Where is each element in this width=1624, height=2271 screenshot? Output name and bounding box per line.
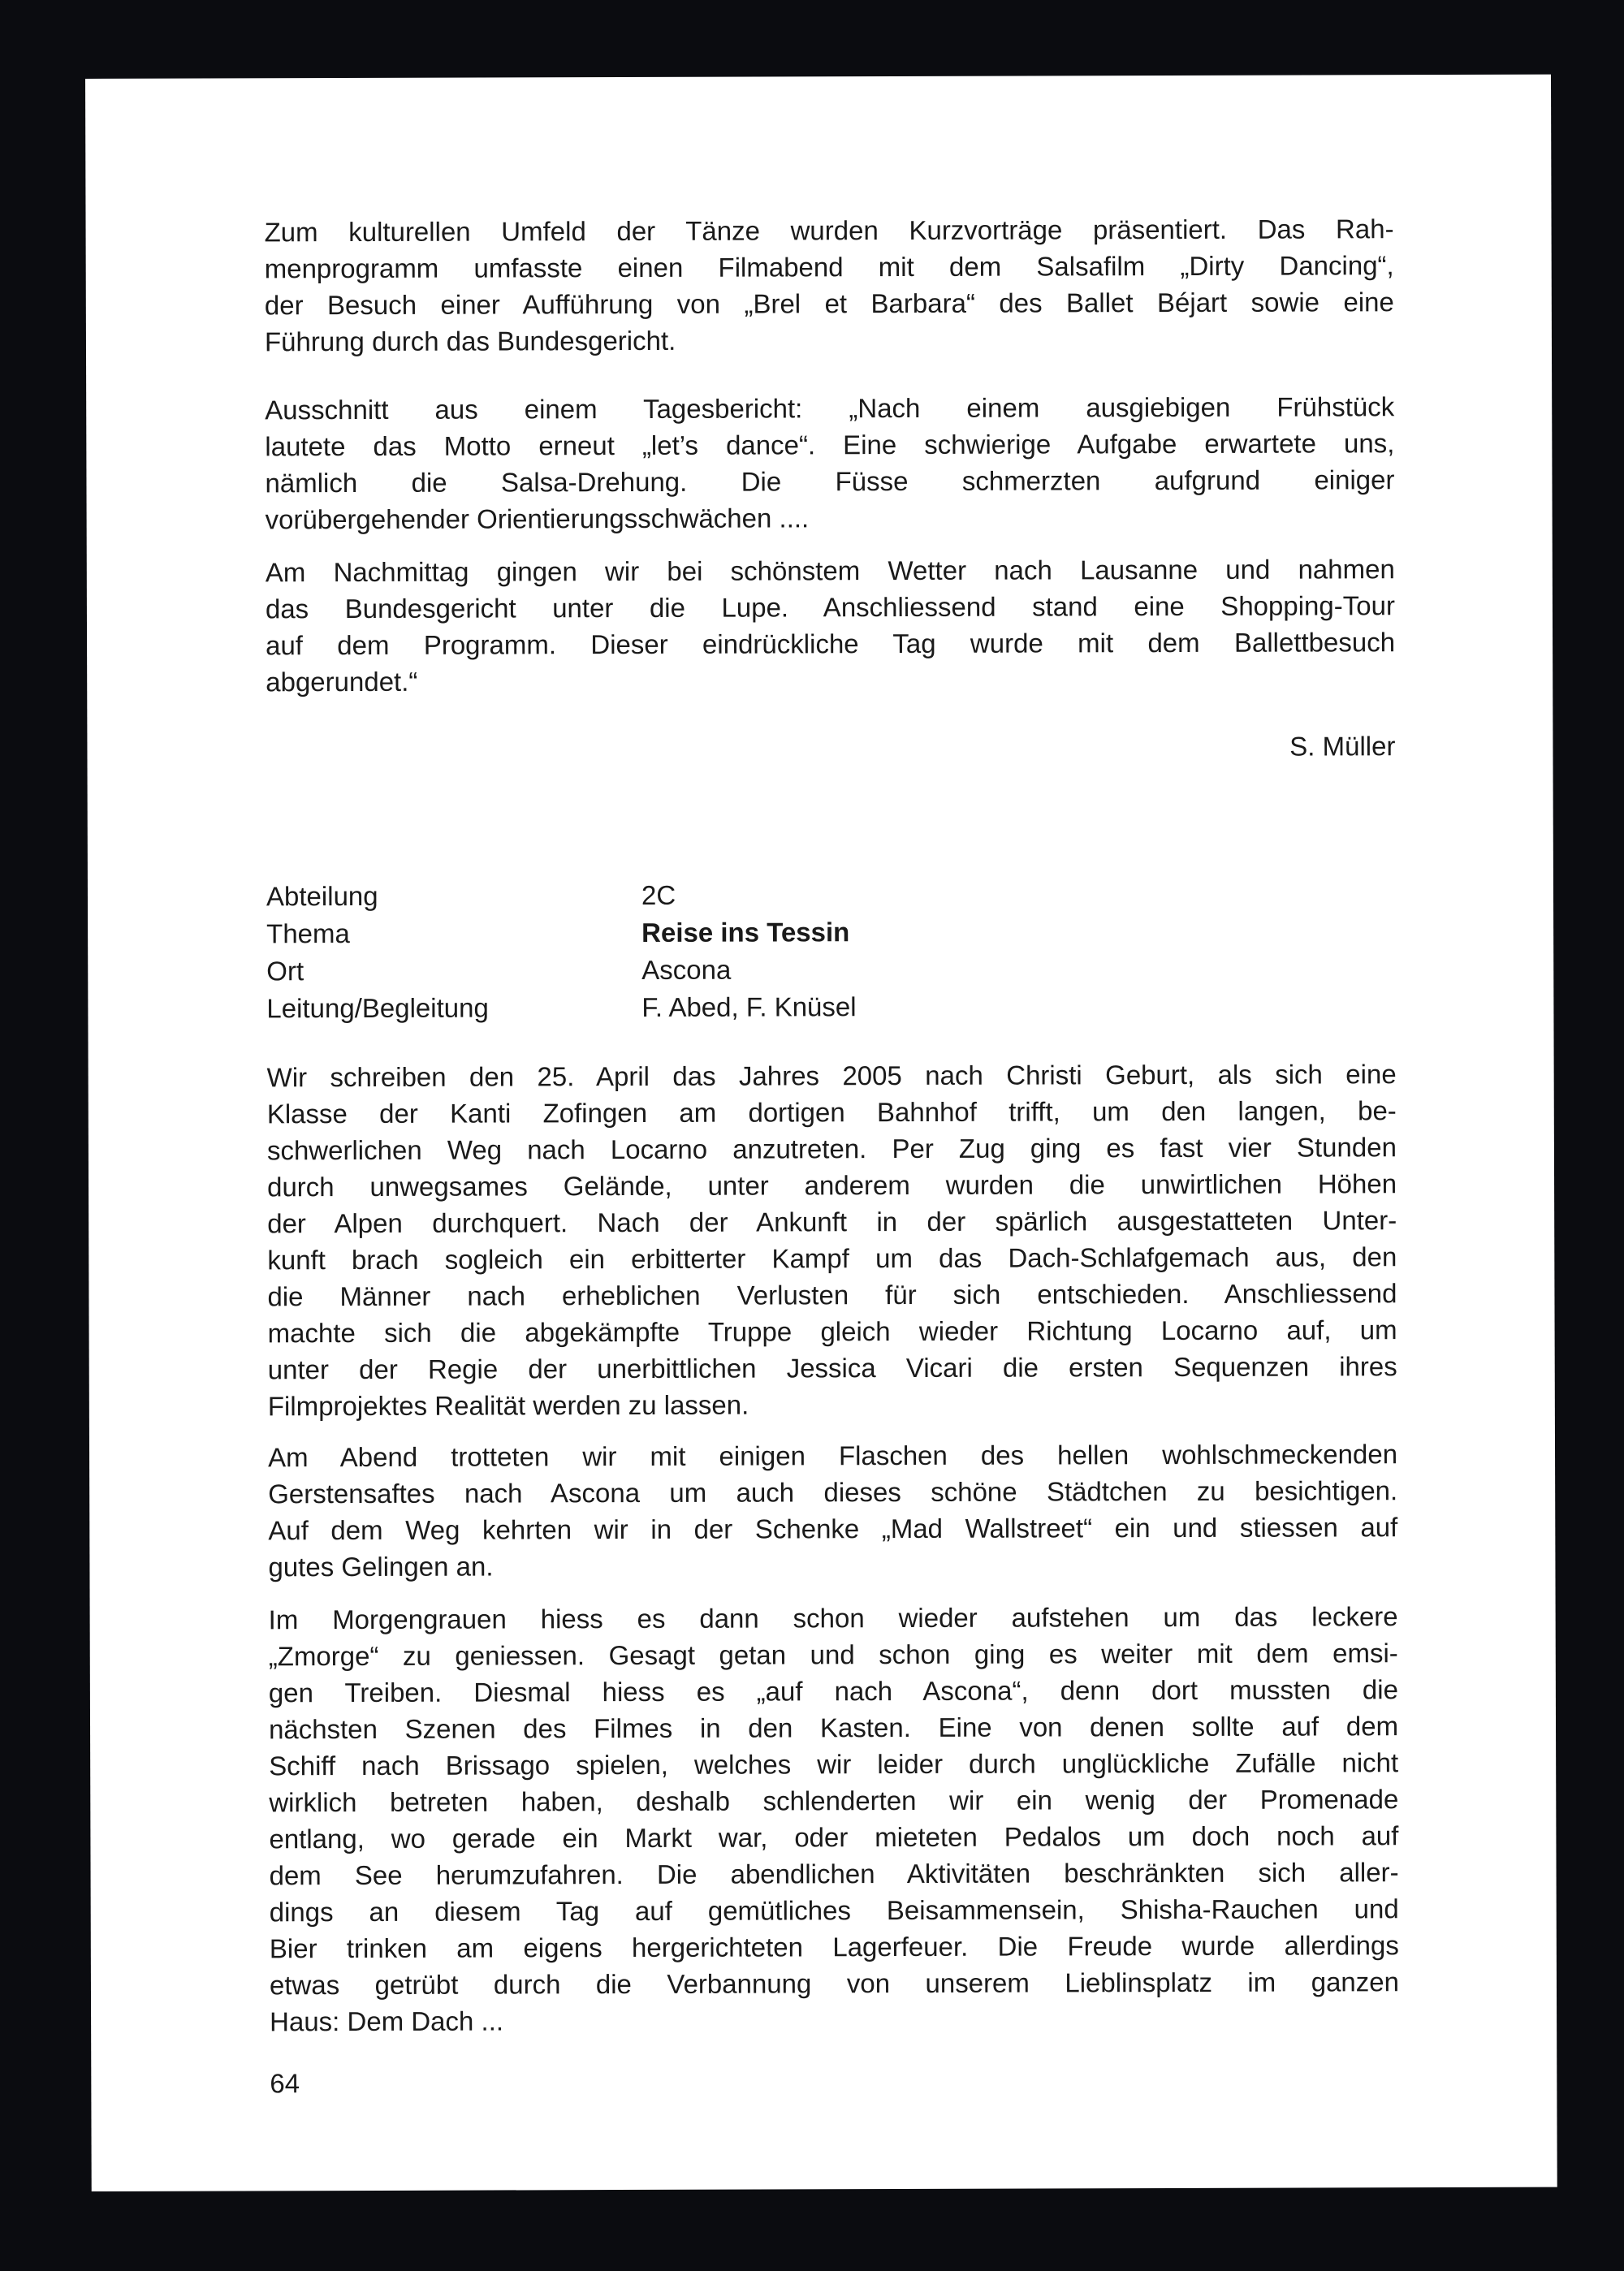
info-row-department — [266, 875, 1078, 915]
text-line: der Besuch einer Aufführung von „Brel et Barbara“ des Ballet Béjart sowie eine — [264, 287, 1394, 321]
text-line: etwas getrübt durch die Verbannung von unserem Lieblinsplatz im ganzen — [269, 1967, 1400, 2001]
text-line: der Alpen durchquert. Nach der Ankunft in der spärlich ausgestatteten Unter- — [267, 1205, 1397, 1239]
text-line: auf dem Programm. Dieser eindrückliche Tag wurde mit dem Ballettbesuch — [266, 627, 1396, 661]
text-line: dem See herumzufahren. Die abendlichen Aktivitäten beschränkten sich aller- — [269, 1857, 1399, 1891]
info-value: F. Abed, F. Knüsel — [641, 991, 857, 1022]
paragraph-daily-report — [265, 388, 1395, 538]
info-label: Leitung/Begleitung — [266, 992, 489, 1024]
text-line: kunft brach sogleich ein erbitterter Kampf um das Dach-Schlafgemach aus, den — [267, 1241, 1397, 1276]
text-line: wirklich betreten haben, deshalb schlenderten wir ein wenig der Promenade — [269, 1784, 1399, 1818]
text-line: Wir schreiben den 25. April das Jahres 2005 nach Christi Geburt, als sich eine — [266, 1059, 1397, 1093]
text-line: menprogramm umfasste einen Filmabend mit dem Salsafilm „Dirty Dancing“, — [264, 250, 1394, 284]
text-line: unter der Regie der unerbittlichen Jessica Vicari die ersten Sequenzen ihres — [267, 1351, 1397, 1385]
text-line: schwerlichen Weg nach Locarno anzutreten. Per Zug ging es fast vier Stunden — [266, 1132, 1397, 1166]
text-line: Führung durch das Bundesgericht. — [264, 325, 676, 357]
text-line: Schiff nach Brissago spielen, welches wir leider durch unglückliche Zufälle nicht — [269, 1747, 1399, 1781]
text-line: lautete das Motto erneut „let’s dance“. Eine schwierige Aufgabe erwartete uns, — [265, 428, 1395, 462]
text-line: Am Abend trotteten wir mit einigen Flaschen des hellen wohlschmeckenden — [267, 1439, 1398, 1473]
text-line: Zum kulturellen Umfeld der Tänze wurden Kurzvorträge präsentiert. Das Rah- — [264, 214, 1394, 248]
paragraph-next-day — [269, 1598, 1400, 2040]
text-line: durch unwegsames Gelände, unter anderem wurden die unwirtlichen Höhen — [266, 1168, 1397, 1202]
text-line: nächsten Szenen des Filmes in den Kasten. Eine von denen sollte auf dem — [268, 1711, 1399, 1745]
text-line: die Männer nach erheblichen Verlusten für sich entschieden. Anschliessend — [267, 1278, 1397, 1312]
author-signature: S. Müller — [1289, 731, 1396, 762]
info-value: Ascona — [641, 954, 732, 985]
text-line: dings an diesem Tag auf gemütliches Beisammensein, Shisha-Rauchen und — [269, 1893, 1399, 1928]
info-value-title: Reise ins Tessin — [641, 917, 850, 948]
text-line: Auf dem Weg kehrten wir in der Schenke „Mad Wallstreet“ ein und stiessen auf — [268, 1512, 1398, 1546]
paragraph-lausanne-visit — [266, 550, 1396, 700]
info-row-leaders — [266, 987, 1078, 1027]
text-line: gutes Gelingen an. — [268, 1551, 494, 1582]
text-line: Haus: Dem Dach ... — [270, 2005, 504, 2037]
text-line: Im Morgengrauen hiess es dann schon wieder aufstehen um das leckere — [268, 1601, 1398, 1635]
info-row-topic — [266, 913, 1078, 952]
text-line: gen Treiben. Diesmal hiess es „auf nach Ascona“, denn dort mussten die — [268, 1674, 1398, 1708]
text-line: Gerstensaftes nach Ascona um auch dieses schöne Städtchen zu besichtigen. — [268, 1475, 1398, 1509]
info-label: Thema — [266, 918, 350, 949]
text-line: Klasse der Kanti Zofingen am dortigen Bahnhof trifft, um den langen, be- — [266, 1095, 1397, 1129]
document-page — [85, 75, 1557, 2191]
info-label: Ort — [266, 956, 304, 987]
info-value: 2C — [641, 879, 676, 910]
info-row-location — [266, 950, 1078, 990]
text-line: „Zmorge“ zu geniessen. Gesagt getan und schon ging es weiter mit dem emsi- — [268, 1638, 1398, 1672]
text-line: nämlich die Salsa-Drehung. Die Füsse schmerzten aufgrund einiger — [265, 464, 1395, 499]
text-line: Ausschnitt aus einem Tagesbericht: „Nach einem ausgiebigen Frühstück — [265, 391, 1395, 425]
text-line: vorübergehender Orientierungsschwächen .... — [265, 503, 810, 535]
text-line: das Bundesgericht unter die Lupe. Anschliessend stand eine Shopping-Tour — [265, 590, 1395, 624]
paragraph-journey — [267, 1056, 1397, 1424]
text-line: Am Nachmittag gingen wir bei schönstem Wetter nach Lausanne und nahmen — [265, 554, 1395, 588]
text-line: Bier trinken am eigens hergerichteten Lagerfeuer. Die Freude wurde allerdings — [269, 1930, 1399, 1964]
info-label: Abteilung — [266, 880, 378, 912]
class-info-table — [266, 875, 1079, 1027]
text-line: machte sich die abgekämpfte Truppe gleich wieder Richtung Locarno auf, um — [267, 1315, 1397, 1349]
page-number: 64 — [270, 2068, 300, 2099]
text-line: Filmprojektes Realität werden zu lassen. — [267, 1389, 749, 1422]
text-line: entlang, wo gerade ein Markt war, oder mieteten Pedalos um doch noch auf — [269, 1820, 1399, 1854]
paragraph-evening-ascona — [268, 1436, 1398, 1585]
paragraph-dance-program — [264, 210, 1394, 360]
text-line: abgerundet.“ — [266, 666, 418, 697]
